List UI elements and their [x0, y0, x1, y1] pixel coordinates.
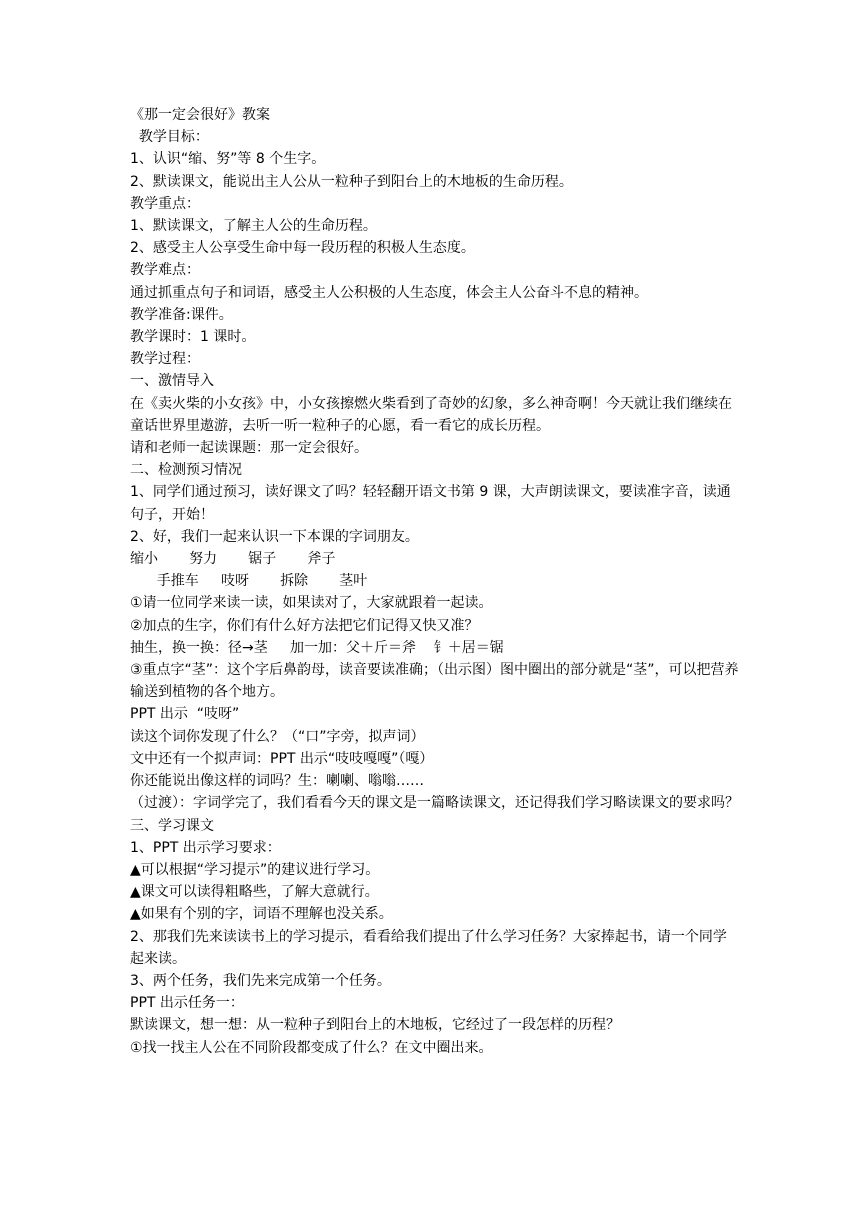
paragraph-line: ②加点的生字，你们有什么好方法把它们记得又快又准？: [130, 617, 479, 634]
paragraph-line: 在《卖火柴的小女孩》中，小女孩擦燃火柴看到了奇妙的幻象，多么神奇啊！今天就让我们继续在童话世界里遨游，去听一听一粒种子的心愿，看一看它的成长历程。: [130, 395, 732, 434]
paragraph-line: 缩小 努力 锯子 斧子: [130, 551, 336, 568]
document-body: [130, 104, 740, 1059]
document-title: 《那一定会很好》教案: [130, 107, 270, 123]
paragraph-line: 抽生，换一换：径→茎 加一加：父＋斤＝斧 钅＋居＝锯: [130, 639, 504, 656]
paragraph-line: 2、好，我们一起来认识一下本课的字词朋友。: [130, 528, 419, 545]
paragraph-line: 1、同学们通过预习，读好课文了吗？轻轻翻开语文书第 9 课，大声朗读课文，要读准字音，读通句子，开始！: [130, 484, 731, 523]
paragraph-line: 文中还有一个拟声词：PPT 出示“吱吱嘎嘎”（嘎）: [130, 750, 434, 767]
paragraph-line: 你还能说出像这样的词吗？生：喇喇、嗡嗡……: [130, 773, 424, 790]
paragraph-line: PPT 出示任务一：: [130, 995, 244, 1012]
paragraph-line: 教学目标：: [130, 129, 209, 146]
paragraph-line: ①请一位同学来读一读，如果读对了，大家就跟着一起读。: [130, 595, 493, 612]
paragraph-line: 请和老师一起读课题：那一定会很好。: [130, 440, 368, 457]
paragraph-line: ③重点字“茎”：这个字后鼻韵母，读音要读准确；（出示图）图中圈出的部分就是“茎”，可以把营养输送到植物的各个地方。: [130, 662, 739, 701]
paragraph-line: 1、PPT 出示学习要求：: [130, 839, 281, 856]
paragraph-line: （过渡）：字词学完了，我们看看今天的课文是一篇略读课文，还记得我们学习略读课文的要求吗？: [130, 795, 739, 812]
paragraph-line: 教学准备:课件。: [130, 306, 233, 323]
paragraph-line: 默读课文，想一想：从一粒种子到阳台上的木地板，它经过了一段怎样的历程？: [130, 1017, 620, 1034]
paragraph-line: 2、那我们先来读读书上的学习提示，看看给我们提出了什么学习任务？大家捧起书，请一个同学起来读。: [130, 928, 727, 967]
paragraph-line: 1、认识“缩、努”等 8 个生字。: [130, 151, 326, 168]
paragraph-line: 教学难点：: [130, 262, 200, 279]
paragraph-line: ▲可以根据“学习提示”的建议进行学习。: [130, 861, 380, 878]
paragraph-line: 教学课时：1 课时。: [130, 329, 256, 346]
paragraph-line: ▲课文可以读得粗略些，了解大意就行。: [130, 884, 379, 901]
paragraph-line: 读这个词你发现了什么？（“口”字旁，拟声词）: [130, 728, 425, 745]
paragraph-line: 1、默读课文，了解主人公的生命历程。: [130, 218, 377, 235]
paragraph-line: 通过抓重点句子和词语，感受主人公积极的人生态度，体会主人公奋斗不息的精神。: [130, 284, 648, 301]
paragraph-line: 3、两个任务，我们先来完成第一个任务。: [130, 972, 391, 989]
paragraph-line: 2、默读课文，能说出主人公从一粒种子到阳台上的木地板的生命历程。: [130, 173, 573, 190]
paragraph-line: 二、检测预习情况: [130, 462, 242, 479]
paragraph-line: 三、学习课文: [130, 817, 214, 834]
paragraph-line: 教学过程：: [130, 351, 200, 368]
paragraph-line: ▲如果有个别的字，词语不理解也没关系。: [130, 906, 393, 923]
paragraph-line: PPT 出示 “吱呀”: [130, 706, 240, 723]
document-lines: [130, 126, 740, 1059]
paragraph-line: 教学重点：: [130, 195, 200, 212]
paragraph-line: 手推车 吱呀 拆除 茎叶: [130, 573, 368, 590]
paragraph-line: 一、激情导入: [130, 373, 214, 390]
paragraph-line: ①找一找主人公在不同阶段都变成了什么？在文中圈出来。: [130, 1039, 493, 1056]
paragraph-line: 2、感受主人公享受生命中每一段历程的积极人生态度。: [130, 240, 475, 257]
